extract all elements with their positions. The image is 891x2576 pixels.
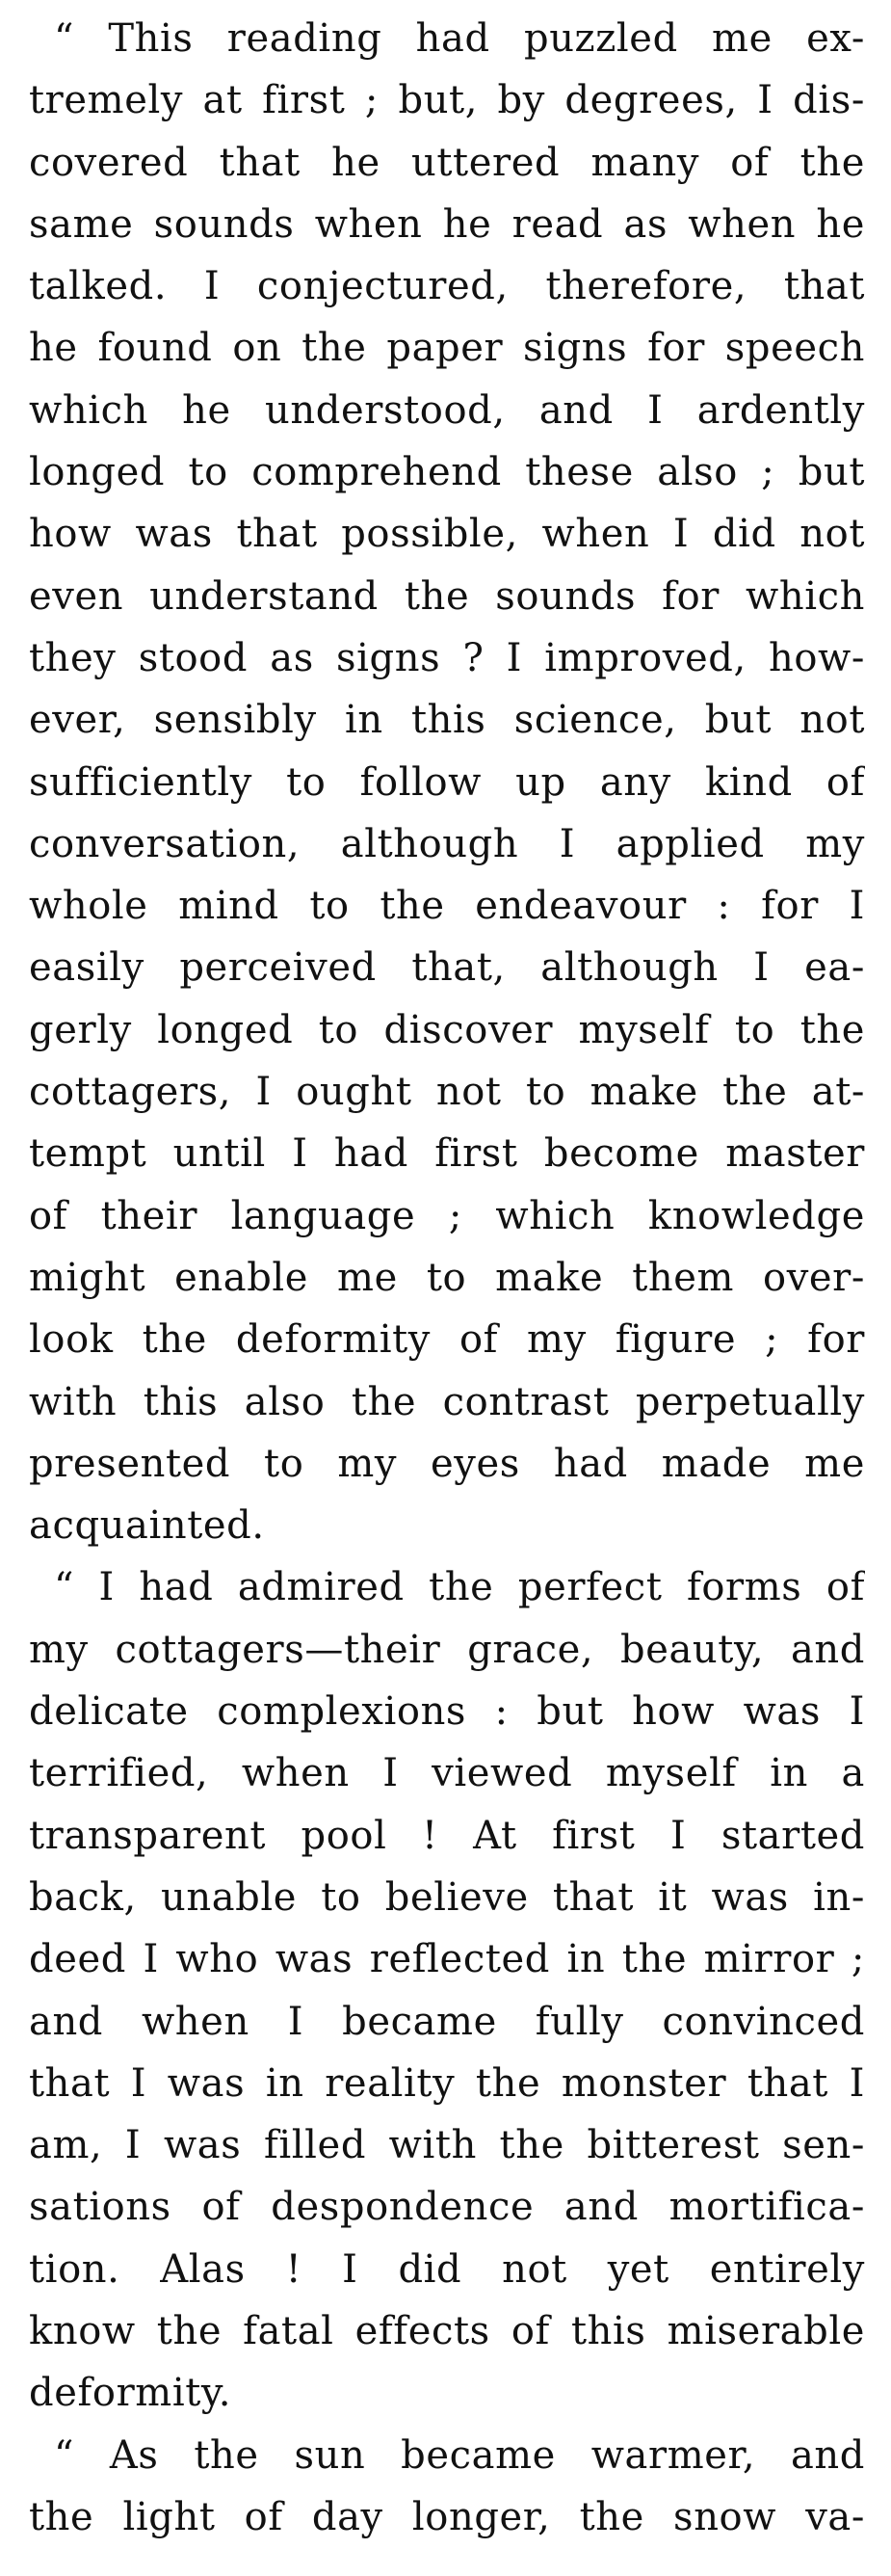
- text-line: easily perceived that, although I ea-: [29, 945, 865, 991]
- text-line: acquainted.: [29, 1503, 265, 1549]
- text-line: of their language ; which knowledge: [29, 1193, 865, 1238]
- paragraph-sun: [29, 2425, 865, 2549]
- text-line: my cottagers—their grace, beauty, and: [29, 1627, 865, 1672]
- text-line: that I was in reality the monster that I: [29, 2060, 865, 2106]
- paragraph-reading: [29, 8, 865, 1556]
- text-line: which he understood, and I ardently: [29, 387, 865, 433]
- text-line: they stood as signs ? I improved, how-: [29, 635, 865, 680]
- text-line: tion. Alas ! I did not yet entirely: [29, 2246, 865, 2292]
- text-line: terrified, when I viewed myself in a: [29, 1751, 865, 1796]
- text-line: conversation, although I applied my: [29, 821, 865, 866]
- text-line: know the fatal effects of this miserable: [29, 2308, 865, 2353]
- text-line: even understand the sounds for which: [29, 573, 865, 619]
- text-line: “ I had admired the perfect forms of: [54, 1565, 865, 1610]
- text-line: ever, sensibly in this science, but not: [29, 698, 865, 743]
- text-line: tremely at first ; but, by degrees, I dis-: [29, 78, 865, 123]
- text-column: [29, 8, 865, 2548]
- text-line: how was that possible, when I did not: [29, 512, 865, 557]
- paragraph-reflection: [29, 1556, 865, 2424]
- text-line: sations of despondence and mortifica-: [29, 2185, 865, 2230]
- text-line: cottagers, I ought not to make the at-: [29, 1070, 865, 1115]
- text-line: “ This reading had puzzled me ex-: [54, 16, 865, 61]
- text-line: the light of day longer, the snow va-: [29, 2494, 865, 2539]
- text-line: gerly longed to discover myself to the: [29, 1007, 865, 1052]
- text-line: he found on the paper signs for speech: [29, 326, 865, 371]
- text-line: might enable me to make them over-: [29, 1255, 865, 1300]
- text-line: longed to comprehend these also ; but: [29, 450, 865, 495]
- text-line: presented to my eyes had made me: [29, 1441, 865, 1486]
- text-line: whole mind to the endeavour : for I: [29, 884, 865, 929]
- text-line: same sounds when he read as when he: [29, 201, 865, 247]
- text-line: deed I who was reflected in the mirror ;: [29, 1937, 865, 1982]
- text-line: “ As the sun became warmer, and: [54, 2432, 865, 2478]
- text-line: back, unable to believe that it was in-: [29, 1874, 865, 1920]
- text-line: look the deformity of my figure ; for: [29, 1317, 865, 1363]
- text-line: tempt until I had first become master: [29, 1131, 865, 1177]
- text-line: sufficiently to follow up any kind of: [29, 759, 865, 805]
- text-line: covered that he uttered many of the: [29, 140, 865, 185]
- text-line: talked. I conjectured, therefore, that: [29, 264, 865, 309]
- text-line: with this also the contrast perpetually: [29, 1379, 865, 1424]
- text-line: deformity.: [29, 2371, 232, 2416]
- text-line: and when I became fully convinced: [29, 1999, 865, 2044]
- text-line: delicate complexions : but how was I: [29, 1689, 865, 1735]
- text-line: transparent pool ! At first I started: [29, 1813, 865, 1858]
- text-line: am, I was filled with the bitterest sen-: [29, 2123, 865, 2168]
